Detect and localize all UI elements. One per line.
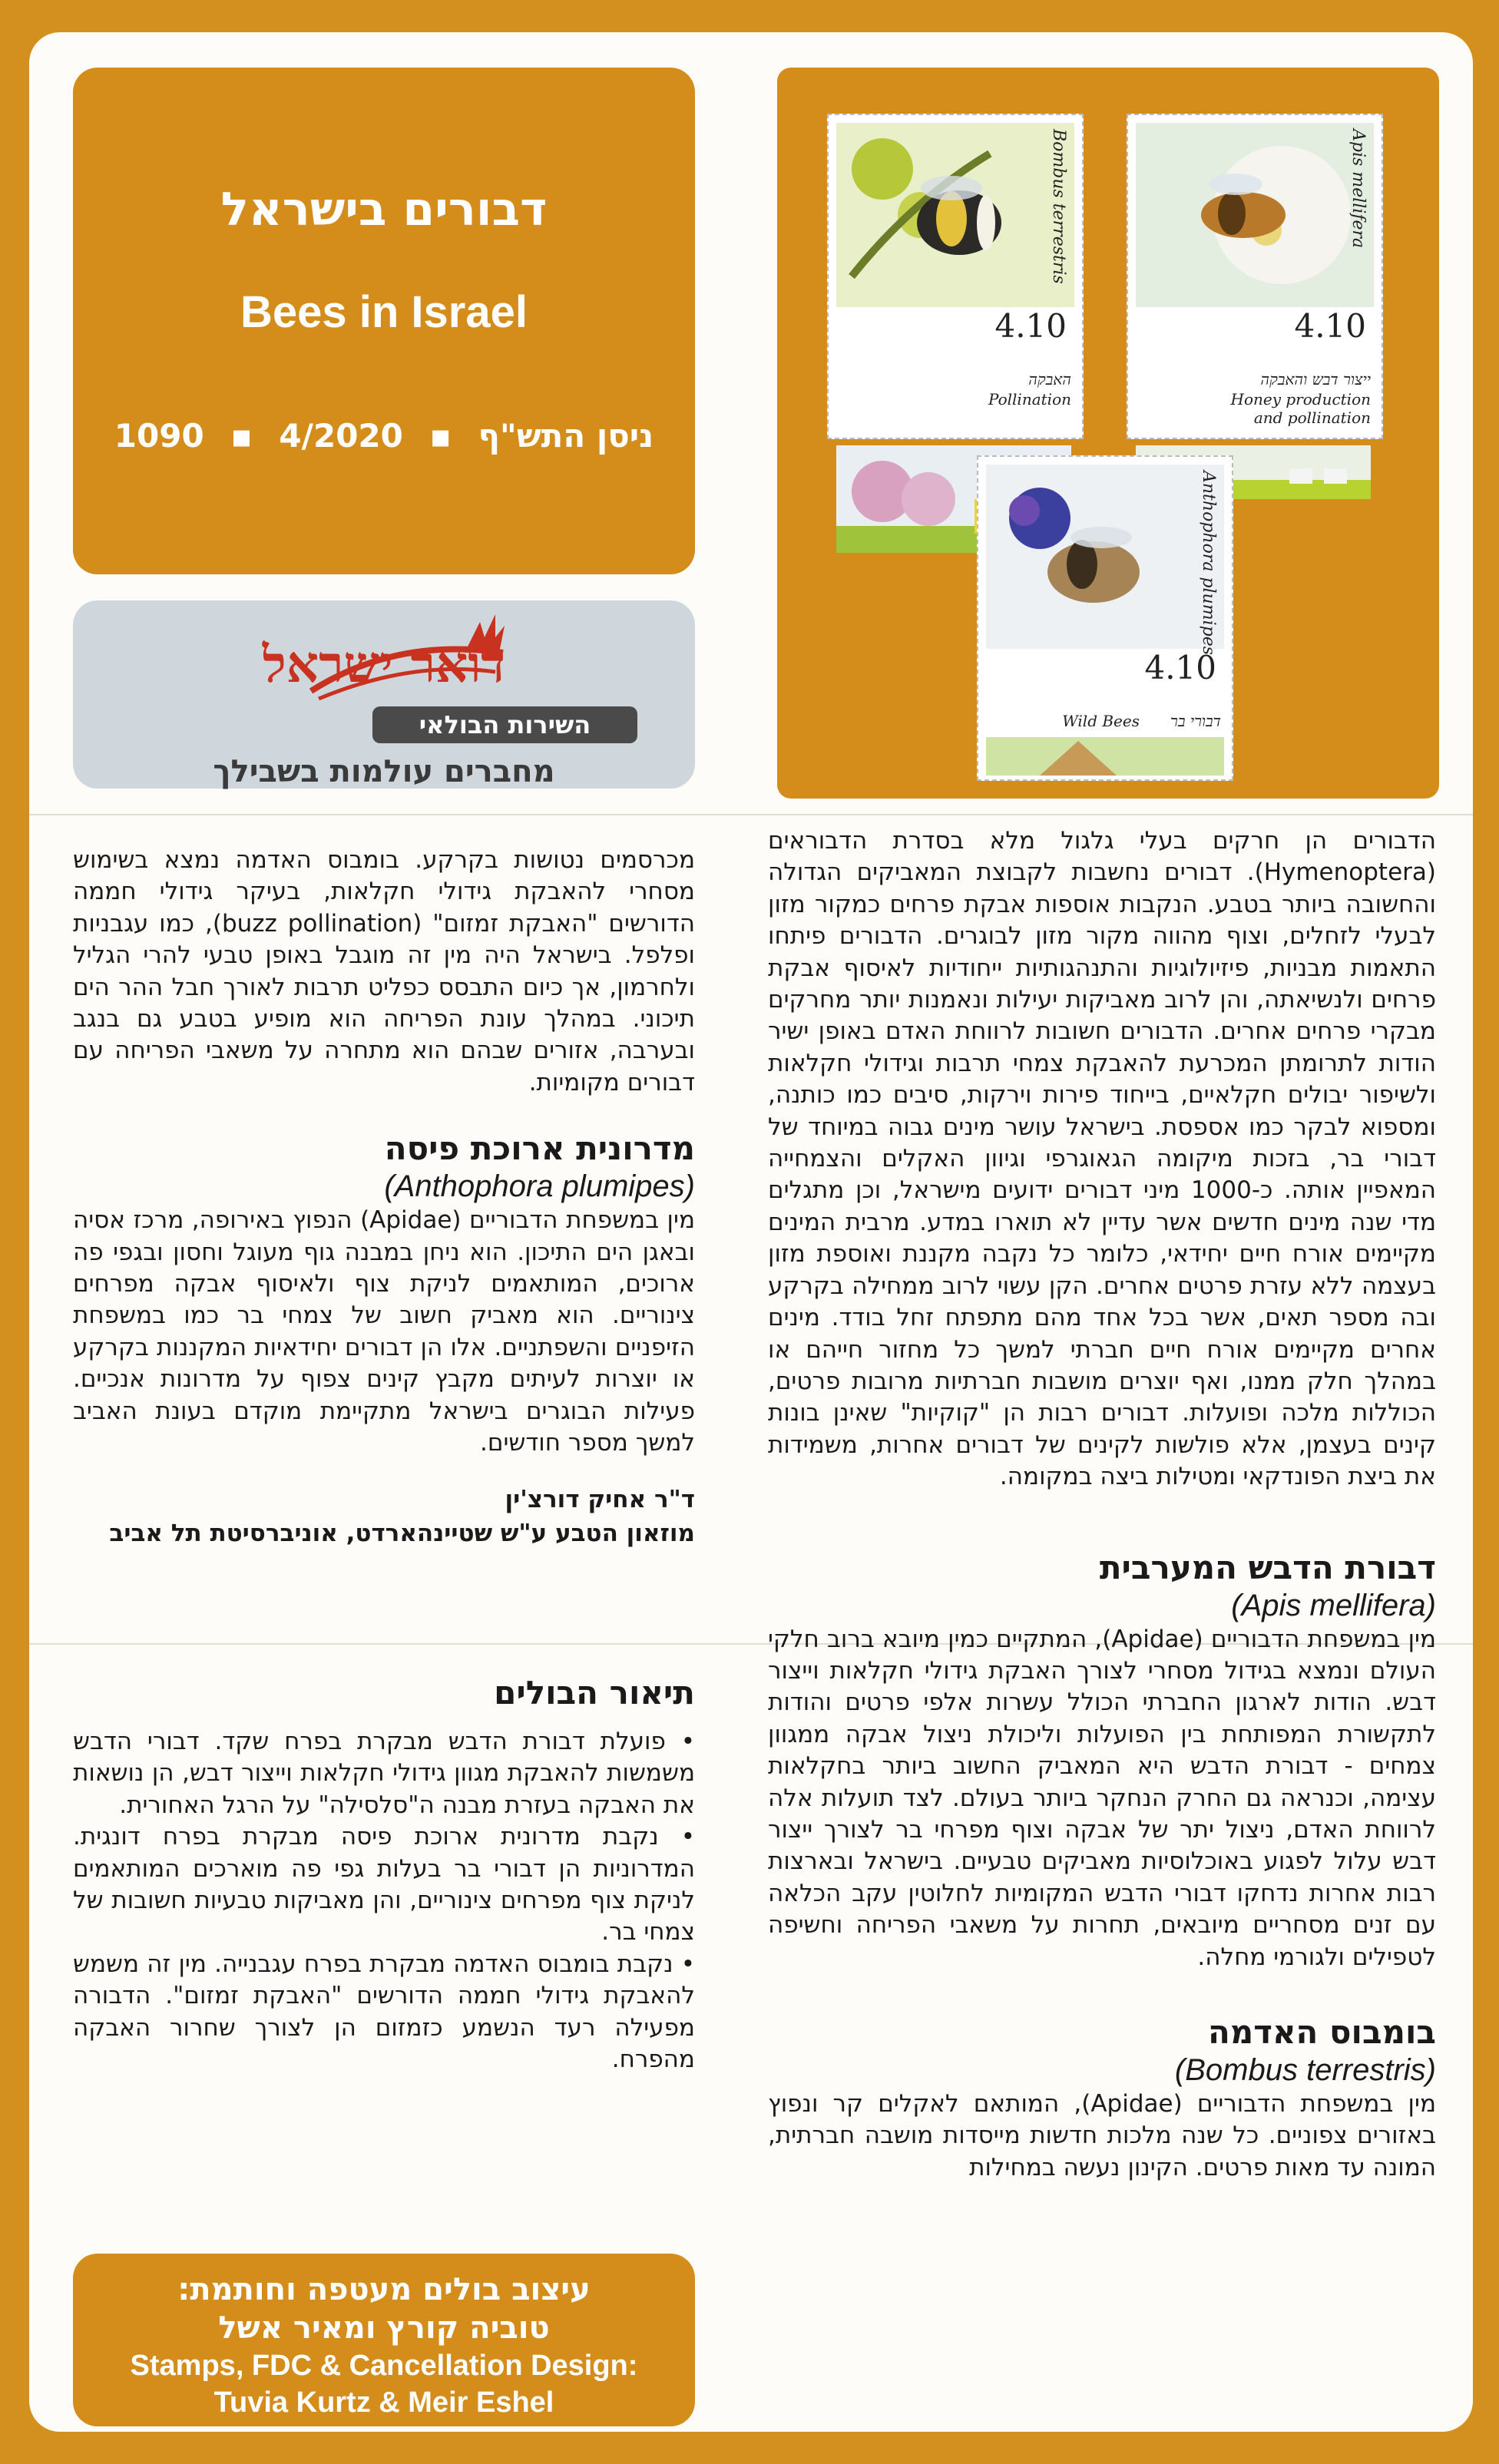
intro-paragraph: הדבורים הן חרקים בעלי גלגול מלא בסדרת הדבוראים (Hymenoptera). דבורים נחשבות לקבוצת המאביקים הגדולה והחשובה ביותר בטבע. הנקבות אוספות אבקת פרחים כמקור מזון לבעלי לזחלים, וצוף מהווה מקור מזון לבוגרים. הדבורים פיתחו התאמות מבניות, פיזיולוגיות והתנהגותיות ייחודיות לאיסוף אבקת פרחים ולנשיאתה, והן לרוב מאביקות יעילות ונאמנות יותר מחרקים מבקרי פרחים אחרים. הדבורים חשובות לרווחת האדם באופן ישיר הודות לתרומתן המכרעת להאבקת צמחי תרבות וגידולי חקלאות ולשיפור יבולים חקלאיים, בייחוד פירות וירקות, סיבים כמו כותנה, ומספוא לבקר כמו אספסת. בישראל עושר מינים גבוה במיוחד של דבורי בר, בזכות מיקומה הגאוגרפי וגיוון האקלים והצמחייה המאפיין אותה. כ-1000 מיני דבורים ידועים מישראל, וכן מתגלים מדי שנה מינים חדשים אשר עדיין לא תוארו במדע. מרבית המינים מקיימים אורח חיים יחידאי, כלומר כל נקבה מקננת ואוספת מזון בעצמה ללא עזרת פרטים אחרים. הקן עשוי לרוב ממחילה בקרקע ובה מספר תאים, אשר בכל אחד מהם מתפתח זחל בודד. מינים אחרים מקיימים אורח חיים חברתי למשך כל מחזור חייהם או במהלך חלק ממנו, ואף יוצרים מושבות חברתיות מרובות פרטים, הכוללות מלכה ופועלות. דבורים רבות הן "קוקיות" שאינן בונות קינים בעצמן, אלא פולשות לקינים של דבורים אחרות, משמידות את ביצת הפונדקאי ומטילות ביצה במקומה.	[768, 827, 1437, 1491]
page-title-hebrew: דבורים בישראל	[220, 183, 548, 236]
issue-hebrew-date: ניסן התש"ף	[478, 417, 654, 455]
stamp-description-heading: תיאור הבולים	[494, 1674, 695, 1712]
stamp-anthophora-latin: Anthophora plumipes	[1199, 471, 1218, 656]
stamp-bombus-tab-en: Pollination	[988, 390, 1071, 408]
credits-title-en: Stamps, FDC & Cancellation Design:	[130, 2350, 638, 2382]
author-affiliation: מוזאון הטבע ע"ש שטיינהארדט, אוניברסיטת תל אביב	[109, 1519, 695, 1547]
honeybee-heading: דבורת הדבש המערבית	[1099, 1548, 1436, 1586]
stamp-apis	[1127, 114, 1383, 439]
issue-separator: ▪	[429, 417, 452, 455]
stamp-apis-tab-en: Honey production and pollination	[1230, 390, 1371, 427]
stamp-bombus-latin: Bombus terrestris	[1049, 129, 1068, 284]
stamp-description-bullet: • פועלת דבורת הדבש מבקרת בפרח שקד. דבורי הדבש משמשות להאבקת מגוון גידולי חקלאות וייצור דבש, הן נושאות את האבקה בעזרת מבנה ה"סלסילה" על הרגל האחורית.	[73, 1728, 695, 1819]
issue-date: 4/2020	[279, 417, 403, 455]
stamp-description-bullet: • נקבת מדרונית ארוכת פיסה מבקרת בפרח דונגית. המדרוניות הן דבורי בר בעלות גפי פה מוארכים המותאמים לניקת צוף מפרחים צינוריים, והן מאביקות טבעיות חשובות של צמחי בר.	[73, 1823, 695, 1946]
fold-line	[29, 814, 1473, 815]
stamp-apis-tab-he: ייצור דבש והאבקה	[1260, 370, 1371, 389]
issue-line	[73, 417, 695, 455]
issue-number: 1090	[114, 417, 204, 455]
stamp-apis-latin: Apis mellifera	[1348, 129, 1368, 249]
anthophora-latin: (Anthophora plumipes)	[384, 1169, 695, 1204]
stamp-anthophora-value: 4.10	[1144, 649, 1216, 686]
issue-separator: ▪	[230, 417, 253, 455]
anthophora-paragraph: מין במשפחת הדבוריים (Apidae) הנפוץ באירופה, מרכז אסיה ובאגן הים התיכון. הוא ניחן במבנה גוף מעוגל וחסון ובגפי פה ארוכים, המותאמים לניקת צוף ולאיסוף אבקה מפרחים צינוריים. הוא מאביק חשוב של צמחי בר כמו במשפחת הזיפניים והשפתניים. אלו הן דבורים יחידאיות המקננות בקרקע או יוצרות לעיתים מקבץ קינים צפוף על מדרונות אנכיים. פעילות הבוגרים בישראל מתקיימת מוקדם בעונת האביב למשך מספר חודשים.	[73, 1206, 695, 1457]
stamp-anthophora-tab-en: Wild Bees	[1062, 712, 1140, 730]
bee-hotel-tab-image	[986, 737, 1224, 776]
credits-names-he: טוביה קורץ ומאיר אשל	[218, 2310, 550, 2346]
stamp-description-bullet: • נקבת בומבוס האדמה מבקרת בפרח עגבנייה. מין זה משמש להאבקת גידולי חממה הדורשים "האבקת זמזום". הדבורה מפעילה רעד הנשמע כזמזום הן לצורך שחרור האבקה מהפרח.	[73, 1950, 695, 2074]
honeybee-paragraph: מין במשפחת הדבוריים (Apidae), המתקיים כמין מיובא ברוב חלקי העולם ונמצא בגידול מסחרי לצורך האבקת גידולי חקלאות וייצור דבש. הודות לארגון החברתי הכולל עשרות אלפי פרטים והודות לתקשורת המפותחת בין הפועלות וליכולת ניצול אבקה ממגוון צמחים - דבורת הדבש היא המאביק החשוב ביותר בחקלאות עצימה, וכנראה גם החרק הנחקר ביותר בעולם. לצד תועלות אלה לרווחת האדם, ניצול יתר של אבקה וצוף מפרחי בר לצורך ייצור דבש עלול לפגוע באוכלוסיות מאביקים טבעיים. בישראל ובארצות רבות אחרות נדחקו דבורי הדבש המקומיות לחלוטין עקב הכלאה עם זנים מסחריים מיובאים, תחרות על משאבי הפריחה וחשיפה לטפילים ולגורמי מחלה.	[768, 1625, 1436, 1971]
credits-title-he: עיצוב בולים מעטפה וחותמת:	[177, 2272, 591, 2307]
philatelic-service-badge: השירות הבולאי	[372, 706, 637, 743]
bumblebee-image	[836, 123, 1074, 307]
design-credits	[73, 2254, 695, 2426]
stamp-apis-value: 4.10	[1294, 307, 1366, 345]
honeybee-image	[1136, 123, 1374, 307]
stamp-anthophora	[977, 455, 1233, 781]
anthophora-heading: מדרונית ארוכת פיסה	[384, 1129, 695, 1168]
credits-names-en: Tuvia Kurtz & Meir Eshel	[213, 2386, 554, 2419]
israel-post-logo-block	[73, 600, 695, 789]
logo-name-line2: ישראל	[262, 634, 393, 694]
bumblebee-latin: (Bombus terrestris)	[1174, 2053, 1436, 2087]
logo-name-line1: דואר	[410, 634, 506, 694]
author-name: ד"ר אחיק דורצ'ין	[505, 1485, 695, 1513]
bumblebee-heading: בומבוס האדמה	[1208, 2013, 1436, 2051]
stamp-bombus-tab-he: האבקה	[1028, 370, 1071, 389]
bumblebee-continued: מכרסמים נטושות בקרקע. בומבוס האדמה נמצא בשימוש מסחרי להאבקת גידולי חקלאות, בעיקר גידולי חממה הדורשים "האבקת זמזום" (buzz pollination), כמו עגבניות ופלפל. בישראל היה מין זה מוגבל באופן טבעי להרי הגליל ולחרמון, אך כיום התבסס כפליט תרבות לאורך חבל ההר הים תיכוני. במהלך עונת הפריחה הוא מופיע בטבע גם בנגב ובערבה, אזורים שבהם הוא מתחרה על משאבי הפריחה עם דבורים מקומיות.	[73, 846, 695, 1096]
right-column	[768, 825, 1436, 2184]
logo-slogan: מחברים עולמות בשבילך	[213, 754, 555, 789]
anthophora-bee-image	[986, 465, 1224, 649]
logo-wordmark	[73, 634, 695, 694]
stamp-description	[73, 1674, 695, 2075]
left-column-top	[73, 845, 695, 1550]
stamp-bombus	[827, 114, 1084, 439]
stamp-bombus-value: 4.10	[994, 307, 1067, 345]
bumblebee-paragraph: מין במשפחת הדבוריים (Apidae), המותאם לאקלים קר ונפוץ באזורים צפוניים. כל שנה מלכות חדשות מייסדות מושבה חברתית, המונה עד מאות פרטים. הקינון נעשה במחילות	[768, 2090, 1436, 2181]
stamps-panel	[777, 68, 1439, 799]
page-title-english: Bees in Israel	[240, 287, 528, 337]
title-block	[73, 68, 695, 574]
honeybee-latin: (Apis mellifera)	[1231, 1588, 1436, 1622]
stamp-anthophora-tab-he: דבורי בר	[1170, 712, 1221, 730]
